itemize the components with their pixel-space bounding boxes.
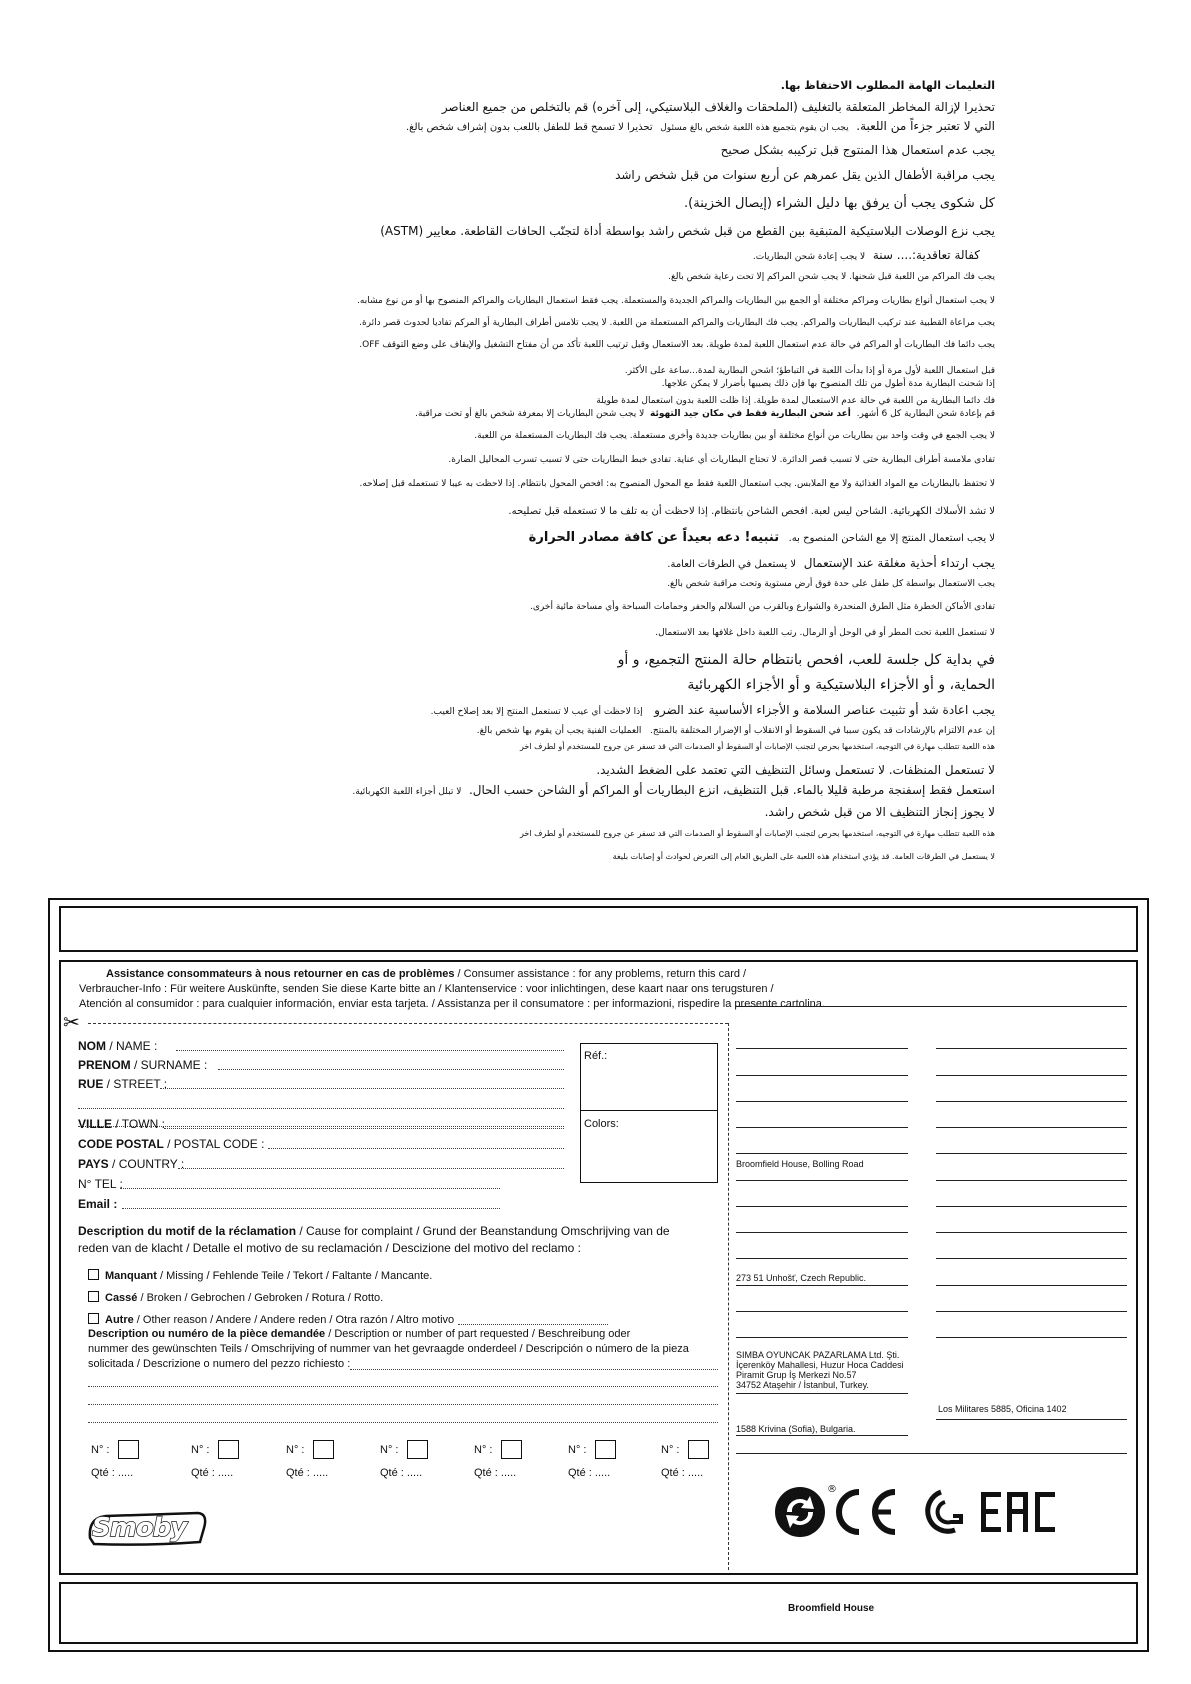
quantity-label: Qté : .....	[568, 1467, 611, 1479]
address-line	[936, 1101, 1127, 1102]
quantity-label: Qté : .....	[91, 1467, 134, 1479]
card-header-line: Assistance consommateurs à nous retourner en cas de problèmes / Consumer assistance : for any problems, return this card /	[106, 968, 747, 980]
instruction-line: يجب فك المراكم من اللعبة قبل شحنها. لا يجب شحن المراكم إلا تحت رعاية شخص بالغ.	[668, 272, 995, 282]
part-number-box[interactable]	[595, 1440, 616, 1459]
country-label: PAYS / COUNTRY :	[78, 1157, 185, 1171]
instruction-line: لا تشد الأسلاك الكهربائية. الشاحن ليس لعبة. افحص الشاحن بانتظام. إذا لاحظت أن به تلف ما لا تستعمله قبل تصليحه.	[508, 506, 995, 517]
card-header-line: Verbraucher-Info : Für weitere Auskünfte, senden Sie diese Karte bitte an / Klantenservice : voor inlichtingen, dese kaart naar ons terugsturen /	[79, 983, 774, 995]
part-number-box[interactable]	[313, 1440, 334, 1459]
address-line	[736, 1285, 908, 1286]
instruction-line: قم بإعادة شحن البطارية كل 6 أشهر. أعد شحن البطارية فقط في مكان جيد التهوئة لا يجب شحن البطاريات إلا بمعرفة شخص بالغ أو تحت مراقبة.	[415, 409, 995, 419]
part-field[interactable]	[350, 1369, 718, 1370]
complaint-heading: Description du motif de la réclamation / Cause for complaint / Grund der Beanstandung Omschrijving van de	[78, 1224, 670, 1238]
address-line	[936, 1180, 1127, 1181]
quantity-label: Qté : .....	[286, 1467, 329, 1479]
address-tr-3: Piramit Grup İş Merkezi No.57	[736, 1370, 857, 1380]
country-field[interactable]	[178, 1168, 564, 1169]
address-line	[936, 1311, 1127, 1312]
address-line	[936, 1285, 1127, 1286]
part-heading-2: nummer des gewünschten Teils / Omschrijving of nummer van het gevraagde onderdeel / Descripción o número de la pieza	[88, 1343, 689, 1355]
town-field[interactable]	[164, 1128, 564, 1129]
name-label: NOM / NAME :	[78, 1039, 158, 1053]
quantity-label: Qté : .....	[661, 1467, 704, 1479]
part-heading-3: solicitada / Descrizione o numero del pezzo richiesto :	[88, 1358, 351, 1370]
address-uk: Broomfield House, Bolling Road	[736, 1159, 864, 1169]
quantity-label: Qté : .....	[474, 1467, 517, 1479]
instruction-line: التي لا تعتبر جزءاً من اللعبة. يجب ان يقوم بتجميع هذه اللعبة شخص بالغ مسئول تحذيرا لا تسمح قط للطفل باللعب بدون إشراف شخص بالغ.	[406, 119, 995, 133]
card-top-panel	[59, 906, 1138, 952]
part-heading: Description ou numéro de la pièce demandée / Description or number of part requested / Beschreibung oder	[88, 1328, 631, 1340]
instruction-line: لا يستعمل في الطرقات العامة. قد يؤدي استخدام هذه اللعبة على الطريق العام إلى التعرض لحوادث أو إصابات بليغة	[612, 852, 995, 861]
address-line	[736, 1393, 908, 1394]
part-number-label: N° :	[380, 1444, 399, 1456]
address-line	[936, 1337, 1127, 1338]
street-field[interactable]	[160, 1088, 564, 1089]
fold-line	[728, 1023, 729, 1570]
instruction-line: لا تستعمل المنظفات. لا تستعمل وسائل التنظيف التي تعتمد على الضغط الشديد.	[596, 763, 995, 777]
address-line	[736, 1048, 908, 1049]
quantity-label: Qté : .....	[380, 1467, 423, 1479]
part-number-label: N° :	[568, 1444, 587, 1456]
instruction-line: كل شكوى يجب أن يرفق بها دليل الشراء (إيصال الخزينة).	[684, 196, 995, 211]
marks-svg	[773, 1484, 1073, 1540]
part-number-label: N° :	[91, 1444, 110, 1456]
address-line	[736, 1232, 908, 1233]
address-line	[936, 1419, 1127, 1420]
instruction-line: يجب مراعاة القطبية عند تركيب البطاريات والمراكم. يجب فك البطاريات والمراكم المستعملة من اللعبة. لا يجب تلامس أطراف البطارية أو المركم تفاديا لحدوث قصر دائرة.	[359, 318, 995, 328]
address-line	[936, 1127, 1127, 1128]
part-field-2[interactable]	[88, 1386, 718, 1387]
address-tr-2: İçerenköy Mahallesi, Huzur Hoca Caddesi	[736, 1360, 904, 1370]
address-tr-4: 34752 Ataşehir / İstanbul, Turkey.	[736, 1380, 869, 1390]
postal-code-label: CODE POSTAL / POSTAL CODE :	[78, 1137, 265, 1151]
address-line	[736, 1127, 908, 1128]
address-line	[936, 1258, 1127, 1259]
instruction-line: يجب الاستعمال بواسطة كل طفل على حدة فوق أرض مستوية وتحت مراقبة شخص بالغ.	[667, 579, 995, 589]
instruction-line: لا تستعمل اللعبة تحت المطر أو في الوحل أو الرمال. رتب اللعبة داخل غلافها بعد الاستعمال.	[655, 628, 995, 638]
instruction-line: تفادى ملامسة أطراف البطارية حتى لا تسبب قصر الدائرة. لا تحتاج البطاريات أي عناية. تفادى خبط البطاريات حتى لا تسبب تسرب المحاليل الضارة.	[448, 455, 995, 465]
instruction-line: في بداية كل جلسة للعب، افحص بانتظام حالة المنتج التجميع، و أو	[617, 652, 995, 668]
address-line	[736, 1337, 908, 1338]
part-number-label: N° :	[474, 1444, 493, 1456]
instruction-line: هذه اللعبة تتطلب مهارة في التوجيه، استخدمها بحرص لتجنب الإصابات أو السقوط أو الصدمات التي قد تسفر عن جروح للمستخدم أو لطرف اخر	[519, 829, 995, 838]
instruction-line: الحماية، و أو الأجزاء البلاستيكية و أو الأجزاء الكهربائية	[687, 677, 995, 693]
address-line	[736, 1311, 908, 1312]
address-line	[936, 1075, 1127, 1076]
instruction-line: استعمل فقط إسفنجة مرطبة قليلا بالماء. قبل التنظيف، انزع البطاريات أو المراكم أو الشاحن حسب الحال. لا تبلل أجزاء اللعبة الكهربائية.	[352, 783, 995, 797]
reference-box	[580, 1043, 718, 1183]
address-line	[736, 1180, 908, 1181]
instruction-line: يجب ارتداء أحذية مغلقة عند الإستعمال لا يستعمل في الطرقات العامة.	[667, 556, 995, 570]
part-number-label: N° :	[286, 1444, 305, 1456]
email-field[interactable]	[122, 1208, 500, 1209]
address-line	[736, 1101, 908, 1102]
card-bottom-panel	[59, 1582, 1138, 1644]
part-number-box[interactable]	[688, 1440, 709, 1459]
cut-line	[88, 1023, 728, 1024]
address-line	[736, 1153, 908, 1154]
street-field-2[interactable]	[78, 1108, 564, 1109]
instruction-line: لا يجب الجمع في وقت واحد بين بطاريات من أنواع مختلفة أو بين بطاريات جديدة وأخرى مستعملة. يجب فك البطاريات المستعملة من اللعبة.	[474, 431, 995, 441]
address-line	[736, 1435, 908, 1436]
instruction-line: تفادى الأماكن الخطرة مثل الطرق المنحدرة والشوارع وبالقرب من السلالم والحفر وحمامات السباحة وأي مساحة مائية أخرى.	[530, 602, 995, 612]
address-line	[936, 1232, 1127, 1233]
address-cz: 273 51 Unhošť, Czech Republic.	[736, 1273, 866, 1283]
address-line	[936, 1206, 1127, 1207]
instruction-line: لا يجب استعمال المنتج إلا مع الشاحن المنصوح به. تنبيه! دعه بعيداً عن كافة مصادر الحرارة	[528, 530, 995, 545]
instruction-line: قبل استعمال اللعبة لأول مرة أو إذا بدأت اللعبة في التباطؤ؛ اشحن البطارية لمدة...ساعة على الأكثر.	[624, 366, 995, 376]
other-reason-field[interactable]	[458, 1324, 608, 1325]
reference-label: Réf.:	[584, 1050, 608, 1062]
checkbox-broken[interactable]	[88, 1291, 99, 1302]
part-number-box[interactable]	[407, 1440, 428, 1459]
phone-label: N° TEL :	[78, 1177, 123, 1191]
checkbox-other[interactable]	[88, 1313, 99, 1324]
instruction-line: يجب نزع الوصلات البلاستيكية المتبقية بين القطع من قبل شخص راشد بواسطة أداة لتجنّب الحافات القاطعة. معايير (ASTM)	[380, 224, 995, 238]
warning-mark-icon	[928, 1492, 961, 1531]
address-tr-1: SIMBA OYUNCAK PAZARLAMA Ltd. Şti.	[736, 1350, 900, 1360]
option-broken[interactable]: Cassé / Broken / Gebrochen / Gebroken / Rotura / Rotto.	[88, 1291, 383, 1304]
instruction-line: يجب مراقبة الأطفال الذين يقل عمرهم عن أربع سنوات من قبل شخص راشد	[615, 168, 995, 182]
address-line	[736, 1075, 908, 1076]
part-number-box[interactable]	[501, 1440, 522, 1459]
name-field[interactable]	[176, 1050, 564, 1051]
town-label: VILLE / TOWN :	[78, 1117, 165, 1131]
eac-mark-icon	[981, 1492, 1055, 1532]
address-line	[736, 1006, 1127, 1007]
checkbox-missing[interactable]	[88, 1269, 99, 1280]
address-bg: 1588 Krivina (Sofia), Bulgaria.	[736, 1424, 856, 1434]
instruction-line: يجب عدم استعمال هذا المنتوج قبل تركيبه بشكل صحيح	[720, 143, 995, 157]
colors-label: Colors:	[584, 1118, 619, 1130]
part-field-3[interactable]	[88, 1404, 718, 1405]
address-line	[736, 1206, 908, 1207]
address-line	[736, 1453, 1127, 1454]
option-other[interactable]: Autre / Other reason / Andere / Andere reden / Otra razón / Altro motivo	[88, 1313, 454, 1326]
part-number-label: N° :	[661, 1444, 680, 1456]
address-line	[936, 1153, 1127, 1154]
part-number-box[interactable]	[118, 1440, 139, 1459]
registered-mark: ®	[827, 1484, 837, 1495]
instruction-line: إن عدم الالتزام بالإرشادات قد يكون سببا في السقوط أو الانقلاب أو الإضرار المختلفة بالمنتج. العمليات الفنية يجب أن يقوم بها شخص بالغ.	[476, 726, 995, 736]
part-field-4[interactable]	[88, 1422, 718, 1423]
instruction-line: لا يجب استعمال أنواع بطاريات ومراكم مختلفة أو الجمع بين البطاريات والمراكم الجديدة والمستعملة. يجب فقط استعمال البطاريات والمراكم المنصوح بها أو من نوع مشابه.	[357, 296, 995, 306]
complaint-heading-2: reden van de klacht / Detalle el motivo de su reclamación / Descizione del motivo del reclamo :	[78, 1241, 581, 1255]
smoby-logo	[86, 1508, 210, 1548]
email-label: Email :	[78, 1197, 118, 1211]
street-label: RUE / STREET :	[78, 1077, 168, 1091]
instructions-title: التعليمات الهامة المطلوب الاحتفاظ بها.	[780, 79, 995, 92]
part-number-label: N° :	[191, 1444, 210, 1456]
address-cl: Los Militares 5885, Oficina 1402	[938, 1404, 1067, 1414]
postal-code-field[interactable]	[268, 1148, 564, 1149]
green-dot-icon	[775, 1487, 825, 1537]
phone-field[interactable]	[120, 1188, 500, 1189]
instruction-line: هذه اللعبة تتطلب مهارة في التوجيه، استخدمها بحرص لتجنب الإصابات أو السقوط أو الصدمات التي قد تسفر عن جروح للمستخدم أو لطرف اخر	[519, 742, 995, 751]
quantity-label: Qté : .....	[191, 1467, 234, 1479]
address-line	[936, 1048, 1127, 1049]
address-line	[736, 1258, 908, 1259]
instruction-line: إذا شحنت البطارية مدة أطول من تلك المنصوح بها فإن ذلك يصيبها بأضرار لا يمكن علاجها.	[661, 379, 995, 389]
scissors-icon: ✂	[63, 1010, 80, 1034]
part-number-box[interactable]	[218, 1440, 239, 1459]
brand-name: Smoby	[92, 1513, 187, 1543]
instruction-line: لا يجوز إنجاز التنظيف الا من قبل شخص راشد.	[764, 805, 995, 819]
instruction-line: كفالة تعاقدية:.... سنة لا يجب إعادة شحن البطاريات.	[752, 248, 980, 262]
surname-field[interactable]	[218, 1069, 564, 1070]
surname-label: PRENOM / SURNAME :	[78, 1058, 208, 1072]
card-header-line: Atención al consumidor : para cualquier información, enviar esta tarjeta. / Assistanza per il consumatore : per informazioni, rispedire la presente cartolina.	[79, 998, 825, 1010]
instruction-line: لا تحتفظ بالبطاريات مع المواد الغذائية ولا مع الملابس. يجب استعمال اللعبة فقط مع المحول المنصوح به: افحص المحول بانتظام. إذا لاحظت به عيبا لا تستعمله قبل إصلاحه.	[359, 479, 995, 489]
instruction-line: يجب اعادة شد أو تثبيت عناصر السلامة و الأجزاء الأساسية عند الضرو إذا لاحظت أي عيب لا تستعمل المنتج إلا بعد إصلاح العيب.	[430, 703, 995, 717]
ce-mark-icon	[839, 1492, 895, 1532]
certification-marks	[773, 1484, 1073, 1540]
instruction-line: يجب دائما فك البطاريات أو المراكم في حالة عدم استعمال اللعبة لمدة طويلة. بعد الاستعمال وقبل ترتيب اللعبة تأكد من أن مفتاح التشغيل والإيقاف على وضع التوقف OFF.	[359, 340, 995, 350]
option-missing[interactable]: Manquant / Missing / Fehlende Teile / Tekort / Faltante / Mancante.	[88, 1269, 432, 1282]
instruction-line: تحذيرا لإزالة المخاطر المتعلقة بالتغليف (الملحقات والغلاف البلاستيكي، إلى آخره) قم بالتخلص من جميع العناصر	[441, 100, 995, 114]
instruction-line: فك دائما البطارية من اللعبة في حالة عدم الاستعمال لمدة طويلة. إذا ظلت اللعبة بدون استعمال لمدة طويلة	[596, 396, 995, 406]
bottom-address: Broomfield House	[788, 1603, 875, 1614]
